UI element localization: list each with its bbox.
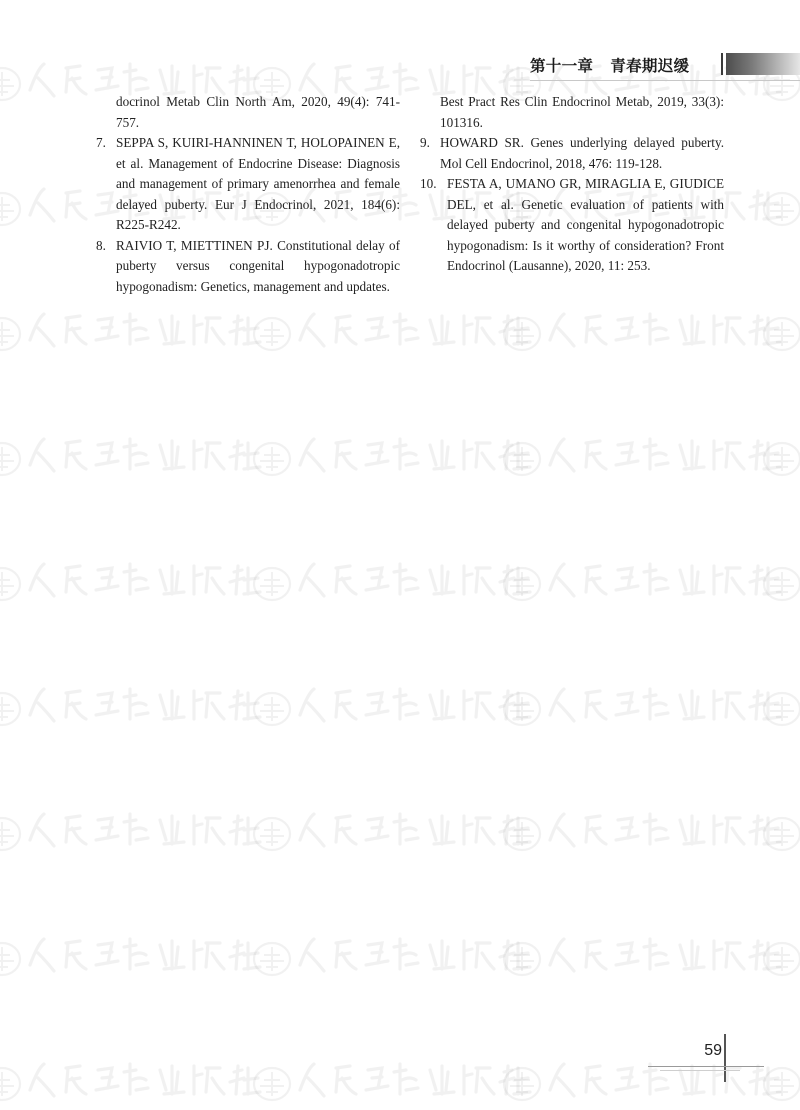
publisher-watermark — [0, 925, 270, 985]
publisher-watermark — [250, 550, 540, 610]
publisher-watermark — [250, 1050, 540, 1110]
publisher-watermark — [0, 1050, 270, 1110]
publisher-watermark — [250, 425, 540, 485]
publisher-watermark — [760, 175, 800, 235]
publisher-watermark — [500, 550, 790, 610]
chapter-header — [530, 52, 689, 78]
publisher-watermark — [0, 800, 270, 860]
header-rule — [530, 80, 800, 81]
chapter-title: 第十一章 青春期迟缓 — [530, 57, 690, 75]
publisher-watermark — [500, 800, 790, 860]
publisher-watermark — [0, 300, 270, 360]
publisher-watermark — [500, 1050, 790, 1110]
publisher-watermark — [760, 425, 800, 485]
references-right-column — [420, 92, 724, 277]
reference-number: 7. — [96, 135, 106, 150]
reference-text: HOWARD SR. Genes underlying delayed puberty. Mol Cell Endocrinol, 2018, 476: 119-128. — [440, 135, 724, 171]
publisher-watermark — [0, 425, 270, 485]
references-left-column — [96, 92, 400, 297]
reference-entry — [420, 133, 724, 174]
publisher-watermark — [760, 300, 800, 360]
publisher-watermark — [760, 550, 800, 610]
footer-horizontal-rule-secondary — [660, 1070, 740, 1071]
reference-entry — [96, 236, 400, 298]
publisher-watermark — [250, 300, 540, 360]
reference-text: Best Pract Res Clin Endocrinol Metab, 2019, 33(3): 101316. — [440, 94, 724, 130]
reference-entry — [96, 133, 400, 236]
publisher-watermark — [500, 300, 790, 360]
reference-number: 10. — [420, 176, 437, 191]
publisher-watermark — [500, 925, 790, 985]
footer-vertical-rule — [724, 1034, 726, 1082]
publisher-watermark — [250, 925, 540, 985]
publisher-watermark — [250, 675, 540, 735]
publisher-watermark — [760, 1050, 800, 1110]
footer-horizontal-rule — [648, 1066, 764, 1067]
reference-text: docrinol Metab Clin North Am, 2020, 49(4): 741-757. — [116, 94, 400, 130]
publisher-watermark — [760, 925, 800, 985]
reference-entry — [96, 92, 400, 133]
publisher-watermark — [0, 550, 270, 610]
reference-entry — [420, 92, 724, 133]
reference-number: 9. — [420, 135, 430, 150]
publisher-watermark — [500, 425, 790, 485]
chapter-header-bar — [726, 53, 800, 75]
reference-text: RAIVIO T, MIETTINEN PJ. Constitutional delay of puberty versus congenital hypogonadotropic hypogonadism: Genetics, management and updates. — [116, 237, 400, 294]
reference-number — [96, 92, 116, 133]
reference-number — [420, 92, 440, 133]
publisher-watermark — [760, 800, 800, 860]
publisher-watermark — [0, 675, 270, 735]
publisher-watermark — [760, 675, 800, 735]
reference-text: SEPPA S, KUIRI-HANNINEN T, HOLOPAINEN E, et al. Management of Endocrine Disease: Diagnosis and management of primary amenorrhea and female delayed puberty. Eur J Endocrinol, 2021, 184(6): R225-R242. — [116, 135, 400, 232]
publisher-watermark — [500, 675, 790, 735]
reference-entry — [420, 174, 724, 277]
reference-number: 8. — [96, 237, 106, 253]
publisher-watermark — [250, 800, 540, 860]
page-number: 59 — [704, 1042, 722, 1059]
reference-text: FESTA A, UMANO GR, MIRAGLIA E, GIUDICE DEL, et al. Genetic evaluation of patients with delayed puberty and congenital hypogonadotropic hypogonadism: Is it worthy of consideration? Front Endocrinol (Lausanne), 2020, 11: 253. — [447, 176, 724, 273]
